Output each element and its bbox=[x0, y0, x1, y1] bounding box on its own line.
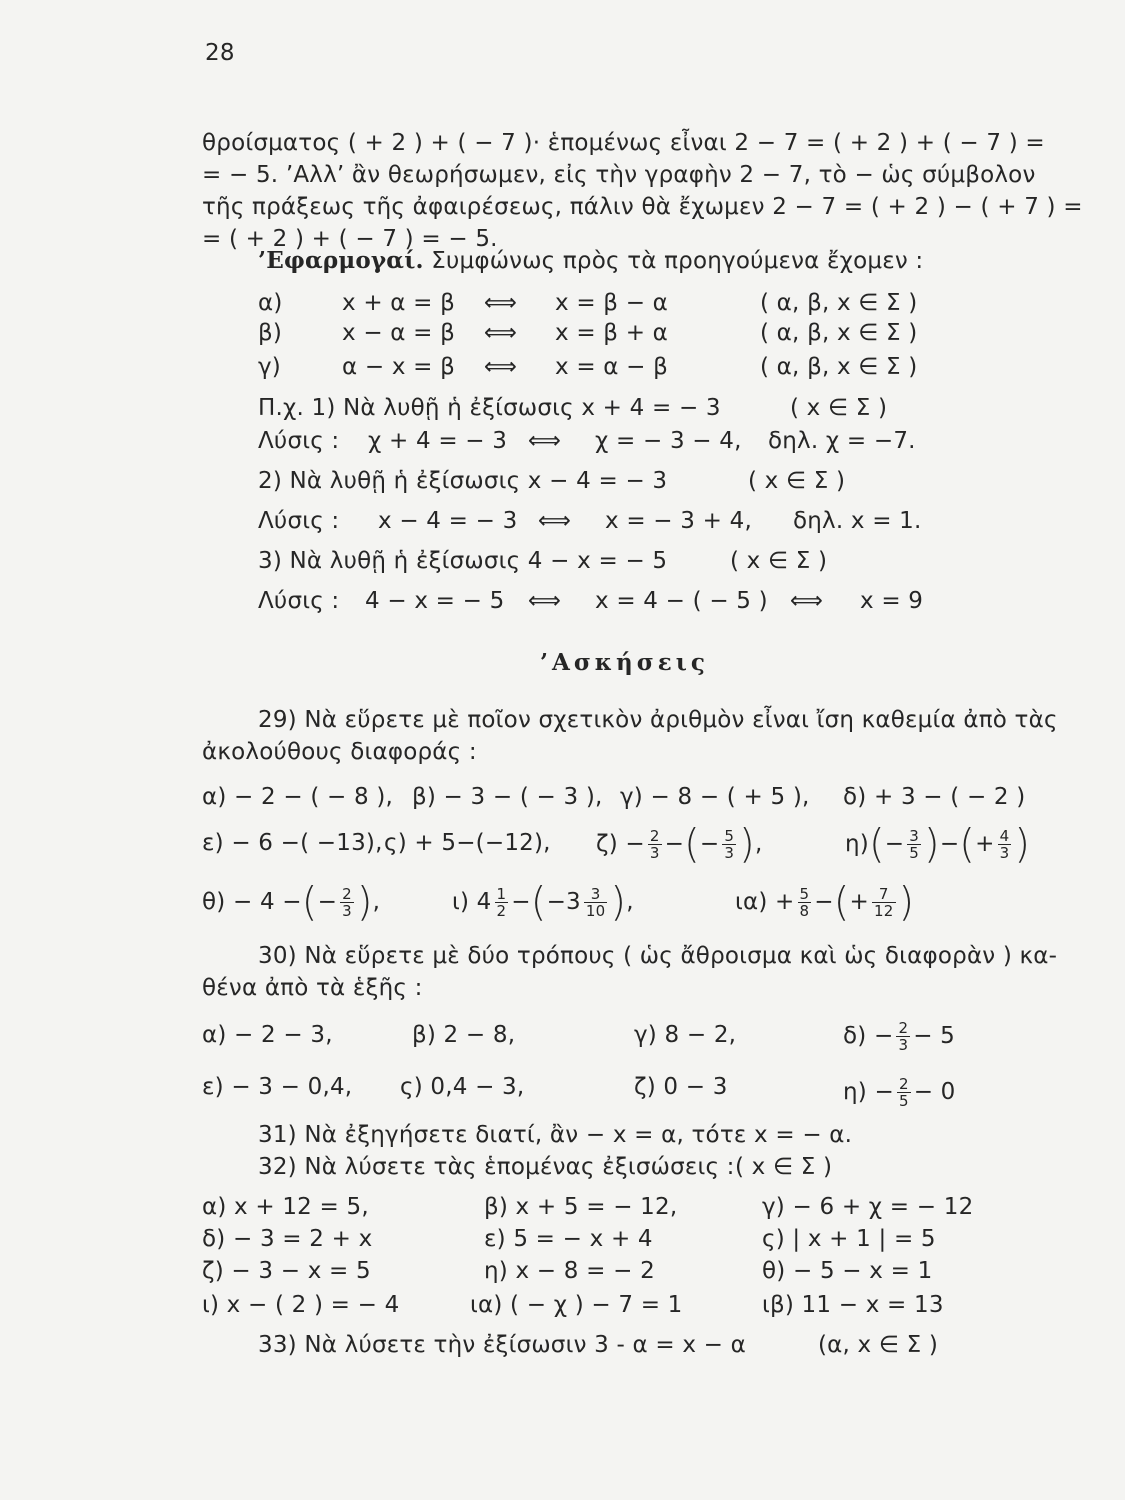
example-3-result: x = 4 − ( − 5 ) bbox=[595, 588, 768, 614]
fraction bbox=[907, 828, 921, 861]
denominator: 3 bbox=[342, 902, 352, 920]
ex29-line-1: 29) Νὰ εὕρετε μὲ ποῖον σχετικὸν ἀριθμὸν εἶναι ἴση καθεμία ἀπὸ τὰς bbox=[258, 707, 1058, 733]
minus-sign: − bbox=[939, 831, 960, 857]
rule-b-right: x = β + α bbox=[555, 320, 669, 346]
ex33-line: 33) Νὰ λύσετε τὴν ἐξίσωσιν 3 - α = x − α bbox=[258, 1332, 747, 1358]
ex30-s: ς) 0,4 − 3, bbox=[400, 1074, 525, 1100]
intro-line-4: = ( + 2 ) + ( − 7 ) = − 5. bbox=[202, 226, 498, 252]
ex32-item: ιβ) 11 − x = 13 bbox=[762, 1292, 944, 1318]
rule-c-domain: ( α, β, x ∈ Σ ) bbox=[760, 354, 918, 380]
minus-sign: − bbox=[511, 889, 531, 915]
example-2-result: x = − 3 + 4, bbox=[605, 508, 752, 534]
close-paren: ) bbox=[1014, 821, 1031, 868]
minus-sign: − bbox=[814, 889, 834, 915]
open-paren: ( bbox=[833, 879, 850, 926]
example-1-result: χ = − 3 − 4, bbox=[595, 428, 742, 454]
applications-heading bbox=[258, 246, 923, 276]
ex30-d-tail: − 5 bbox=[913, 1023, 956, 1049]
ex32-item: θ) − 5 − x = 1 bbox=[762, 1258, 933, 1284]
example-2-label: Λύσις : bbox=[258, 508, 340, 534]
denominator: 3 bbox=[898, 1036, 909, 1054]
rule-b-arrow: ⟺ bbox=[484, 320, 518, 346]
whole-part: −3 bbox=[546, 889, 581, 915]
fraction bbox=[998, 828, 1012, 861]
example-1-final: δηλ. χ = −7. bbox=[768, 428, 916, 454]
rule-a-arrow: ⟺ bbox=[484, 290, 518, 316]
ex30-d bbox=[843, 1020, 955, 1053]
example-3-equation: 4 − x = − 5 bbox=[365, 588, 505, 614]
fraction bbox=[896, 1020, 910, 1053]
example-1-equation: χ + 4 = − 3 bbox=[368, 428, 508, 454]
numerator: 5 bbox=[799, 885, 810, 903]
ex30-h-label: η) − bbox=[843, 1079, 894, 1105]
ex29-b: β) − 3 − ( − 3 ), bbox=[412, 784, 603, 810]
ex29-ia-label: ια) + bbox=[735, 889, 795, 915]
plus-sign: + bbox=[849, 889, 870, 915]
rule-c-arrow: ⟺ bbox=[484, 354, 518, 380]
ex29-h bbox=[845, 821, 1031, 868]
ex29-c: γ) − 8 − ( + 5 ), bbox=[620, 784, 810, 810]
rule-a-domain: ( α, β, x ∈ Σ ) bbox=[760, 290, 918, 316]
ex30-h bbox=[843, 1076, 956, 1109]
ex32-item: β) x + 5 = − 12, bbox=[484, 1194, 678, 1220]
numerator: 2 bbox=[898, 1019, 909, 1037]
minus-sign: − bbox=[664, 831, 685, 857]
ex30-e: ε) − 3 − 0,4, bbox=[202, 1074, 353, 1100]
ex29-ia bbox=[735, 879, 915, 926]
ex30-h-tail: − 0 bbox=[913, 1079, 956, 1105]
ex30-line-2: θένα ἀπὸ τὰ ἑξῆς : bbox=[202, 975, 423, 1001]
example-1-domain: ( x ∈ Σ ) bbox=[790, 395, 888, 421]
close-paren: ) bbox=[898, 879, 915, 926]
example-2-final: δηλ. x = 1. bbox=[793, 508, 922, 534]
rule-b-label: β) bbox=[258, 320, 283, 346]
page-number: 28 bbox=[205, 40, 235, 66]
ex30-c: γ) 8 − 2, bbox=[634, 1022, 737, 1048]
denominator: 5 bbox=[909, 844, 919, 862]
example-3-arrow: ⟺ bbox=[528, 588, 562, 614]
ex29-i-label: ι) 4 bbox=[452, 889, 492, 915]
ex32-item: ζ) − 3 − x = 5 bbox=[202, 1258, 371, 1284]
ex32-domain: ( x ∈ Σ ) bbox=[735, 1154, 833, 1180]
example-2-arrow: ⟺ bbox=[538, 508, 572, 534]
example-3-arrow-2: ⟺ bbox=[790, 588, 824, 614]
ex30-d-label: δ) − bbox=[843, 1023, 894, 1049]
denominator: 8 bbox=[799, 902, 810, 920]
ex30-z: ζ) 0 − 3 bbox=[634, 1074, 728, 1100]
intro-line-2: = − 5. ’Αλλ’ ἂν θεωρήσωμεν, εἰς τὴν γραφὴν 2 − 7, τὸ − ὡς σύμβολον bbox=[202, 162, 1036, 188]
ex30-a: α) − 2 − 3, bbox=[202, 1022, 333, 1048]
numerator: 2 bbox=[649, 827, 660, 845]
ex32-item: ε) 5 = − x + 4 bbox=[484, 1226, 653, 1252]
example-2-domain: ( x ∈ Σ ) bbox=[748, 468, 846, 494]
fraction bbox=[872, 886, 896, 919]
minus-sign: − bbox=[699, 831, 720, 857]
ex29-th: θ) − 4 −(− $\frac{2}{3}$ ), bbox=[202, 879, 381, 926]
open-paren: ( bbox=[959, 821, 976, 868]
close-paren: ) bbox=[356, 879, 373, 926]
ex32-line: 32) Νὰ λύσετε τὰς ἑπομένας ἐξισώσεις : bbox=[258, 1154, 735, 1180]
denominator: 3 bbox=[724, 844, 735, 862]
ex29-th-label: θ) − 4 − bbox=[202, 889, 302, 915]
minus-sign: − bbox=[884, 831, 905, 857]
example-3-question: 3) Νὰ λυθῇ ἡ ἐξίσωσις 4 − x = − 5 bbox=[258, 548, 668, 574]
applications-title: ’Εφαρμογαί. bbox=[258, 247, 424, 274]
exercises-heading: ’Ασκήσεις bbox=[540, 649, 709, 676]
numerator: 1 bbox=[496, 885, 507, 903]
rule-a-right: x = β − α bbox=[555, 290, 669, 316]
example-1-question: Π.χ. 1) Νὰ λυθῇ ἡ ἐξίσωσις x + 4 = − 3 bbox=[258, 395, 721, 421]
numerator: 5 bbox=[724, 827, 735, 845]
rule-c-label: γ) bbox=[258, 354, 281, 380]
denominator: 2 bbox=[496, 902, 507, 920]
ex31: 31) Νὰ ἐξηγήσετε διατί, ἂν − x = α, τότε x = − α. bbox=[258, 1122, 853, 1148]
numerator: 2 bbox=[342, 885, 352, 903]
ex29-z-label: ζ) − bbox=[596, 831, 645, 857]
example-2-equation: x − 4 = − 3 bbox=[378, 508, 518, 534]
ex32-item: ια) ( − χ ) − 7 = 1 bbox=[470, 1292, 683, 1318]
numerator: 3 bbox=[909, 827, 919, 845]
ex29-i: ι) 4 $\frac{1}{2}$ −(−3 $\frac{3}{10}$ ), bbox=[452, 879, 634, 926]
rule-c-right: x = α − β bbox=[555, 354, 669, 380]
numerator: 4 bbox=[999, 827, 1010, 845]
rule-b-left: x − α = β bbox=[342, 320, 456, 346]
close-paren: ) bbox=[610, 879, 627, 926]
ex32-item: δ) − 3 = 2 + x bbox=[202, 1226, 373, 1252]
ex29-s: ς) + 5−(−12), bbox=[384, 830, 551, 856]
intro-line-3: τῆς πράξεως τῆς ἀφαιρέσεως, πάλιν θὰ ἔχωμεν 2 − 7 = ( + 2 ) − ( + 7 ) = bbox=[202, 194, 1083, 220]
open-paren: ( bbox=[301, 879, 318, 926]
ex29-a: α) − 2 − ( − 8 ), bbox=[202, 784, 394, 810]
rule-b-domain: ( α, β, x ∈ Σ ) bbox=[760, 320, 918, 346]
ex30-line-1: 30) Νὰ εὕρετε μὲ δύο τρόπους ( ὡς ἄθροισμα καὶ ὡς διαφορὰν ) κα- bbox=[258, 943, 1058, 969]
rule-c-left: α − x = β bbox=[342, 354, 456, 380]
example-3-final: x = 9 bbox=[860, 588, 924, 614]
open-paren: ( bbox=[868, 821, 885, 868]
example-1-arrow: ⟺ bbox=[528, 428, 562, 454]
intro-line-1: θροίσματος ( + 2 ) + ( − 7 )· ἑπομένως εἶναι 2 − 7 = ( + 2 ) + ( − 7 ) = bbox=[202, 130, 1045, 156]
close-paren: ) bbox=[739, 821, 755, 868]
example-3-domain: ( x ∈ Σ ) bbox=[730, 548, 828, 574]
open-paren: ( bbox=[684, 821, 700, 868]
ex33-domain: (α, x ∈ Σ ) bbox=[818, 1332, 939, 1358]
rule-a-left: x + α = β bbox=[342, 290, 456, 316]
fraction bbox=[584, 886, 608, 919]
ex32-item: η) x − 8 = − 2 bbox=[484, 1258, 655, 1284]
denominator: 12 bbox=[874, 902, 894, 920]
ex29-h-label: η) bbox=[845, 831, 869, 857]
example-1-label: Λύσις : bbox=[258, 428, 340, 454]
ex30-b: β) 2 − 8, bbox=[412, 1022, 516, 1048]
fraction bbox=[648, 828, 662, 861]
fraction bbox=[897, 1076, 911, 1109]
fraction bbox=[722, 828, 736, 861]
example-2-question: 2) Νὰ λυθῇ ἡ ἐξίσωσις x − 4 = − 3 bbox=[258, 468, 668, 494]
denominator: 5 bbox=[898, 1092, 909, 1110]
numerator: 7 bbox=[872, 886, 896, 903]
fraction bbox=[340, 886, 354, 919]
ex29-d: δ) + 3 − ( − 2 ) bbox=[843, 784, 1026, 810]
ex32-item: ι) x − ( 2 ) = − 4 bbox=[202, 1292, 400, 1318]
minus-sign: − bbox=[317, 889, 338, 915]
ex32-item: α) x + 12 = 5, bbox=[202, 1194, 369, 1220]
fraction bbox=[495, 886, 509, 919]
denominator: 10 bbox=[585, 902, 606, 920]
numerator: 2 bbox=[898, 1075, 909, 1093]
plus-sign: + bbox=[975, 831, 995, 857]
close-paren: ) bbox=[924, 821, 940, 868]
ex32-item: ς) | x + 1 | = 5 bbox=[762, 1226, 936, 1252]
numerator: 3 bbox=[584, 886, 608, 903]
ex29-line-2: ἀκολούθους διαφοράς : bbox=[202, 739, 477, 765]
denominator: 3 bbox=[999, 844, 1010, 862]
ex29-z: ζ) − $\frac{2}{3}$ −(− $\frac{5}{3}$ ), bbox=[596, 821, 763, 868]
denominator: 3 bbox=[649, 844, 660, 862]
applications-text: Συμφώνως πρὸς τὰ προηγούμενα ἔχομεν : bbox=[423, 248, 924, 274]
fraction bbox=[798, 886, 812, 919]
ex32-item: γ) − 6 + χ = − 12 bbox=[762, 1194, 974, 1220]
open-paren: ( bbox=[530, 879, 547, 926]
rule-a-label: α) bbox=[258, 290, 283, 316]
example-3-label: Λύσις : bbox=[258, 588, 340, 614]
ex29-e: ε) − 6 −( −13), bbox=[202, 830, 383, 856]
